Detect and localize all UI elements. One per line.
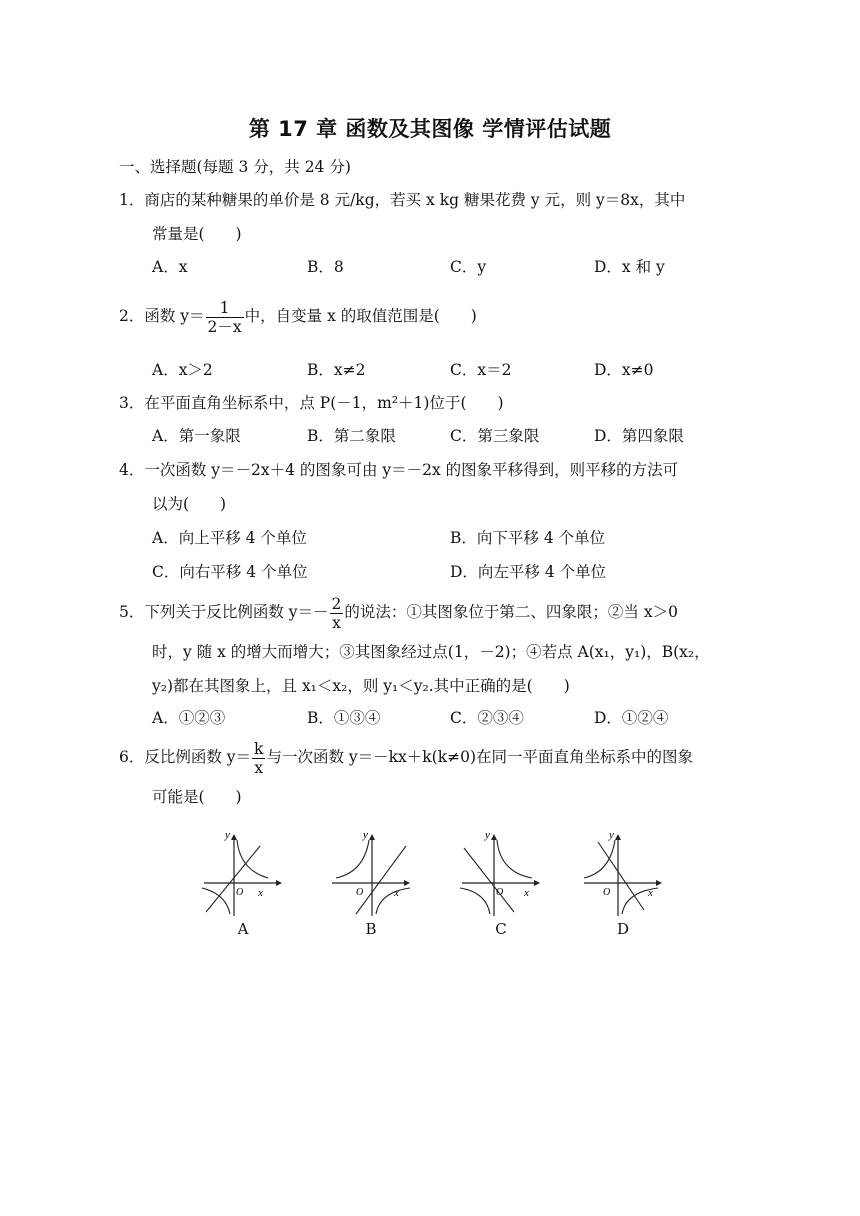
graph-a-x-arrow: [276, 880, 282, 886]
graph-d-x-arrow: [656, 880, 662, 886]
q4-option-c: C．向右平移 4 个单位: [152, 563, 308, 581]
q1-option-a: A．x: [152, 258, 188, 276]
q3-option-b: B．第二象限: [307, 427, 396, 445]
graph-c-hyperbola-q3: [460, 888, 490, 914]
q5-fraction: [330, 595, 344, 632]
graph-c-hyperbola-q1: [497, 840, 532, 878]
graph-d-label: D: [616, 920, 630, 938]
graph-c: [456, 828, 546, 948]
question-5-text-line2: 时，y 随 x 的增大而增大；③其图象经过点(1，－2)；④若点 A(x₁，y₁)，B(x₂，: [152, 643, 710, 661]
q3-option-c: C．第三象限: [450, 427, 540, 445]
question-5-text-line3: y₂)都在其图象上，且 x₁＜x₂，则 y₁＜y₂.其中正确的是( ): [152, 677, 570, 695]
q5-frac-den: x: [332, 613, 341, 632]
graph-b-x-label: x: [394, 887, 399, 899]
question-2-text: [119, 296, 477, 336]
section-heading: 一、选择题(每题 3 分，共 24 分): [119, 158, 351, 176]
q1-option-b: B．8: [307, 258, 344, 276]
graph-a: [198, 828, 288, 948]
q6-frac-den: x: [254, 758, 264, 777]
graph-c-origin: O: [496, 887, 504, 898]
q5-suffix: 的说法：①其图象位于第二、四象限；②当 x＞0: [344, 603, 678, 621]
q4-option-b: B．向下平移 4 个单位: [450, 529, 606, 547]
q2-fraction: [206, 299, 244, 336]
graph-a-label: A: [237, 920, 249, 938]
q4-option-a: A．向上平移 4 个单位: [152, 529, 307, 547]
graph-b-label: B: [365, 920, 377, 938]
q6-graph-options: [198, 828, 668, 948]
question-5-text: [119, 592, 678, 632]
page-title: 第 17 章 函数及其图像 学情评估试题: [248, 117, 612, 141]
graph-c-y-arrow: [491, 834, 497, 840]
graph-b-line: [356, 846, 406, 914]
q5-option-c: C．②③④: [450, 709, 524, 727]
question-4-text: 4．一次函数 y＝－2x＋4 的图象可由 y＝－2x 的图象平移得到，则平移的方法可: [119, 461, 679, 479]
graph-b-origin: O: [356, 887, 364, 898]
question-6-text-cont: 可能是( ): [152, 788, 242, 806]
graph-d-plot: [578, 828, 668, 918]
graph-c-label: C: [495, 920, 507, 938]
question-4-text-cont: 以为( ): [152, 495, 227, 513]
q2-option-d: D．x≠0: [594, 361, 654, 379]
graph-b: [326, 828, 416, 948]
graph-c-x-arrow: [534, 880, 540, 886]
q5-prefix: 5．下列关于反比例函数 y＝－: [119, 603, 329, 621]
graph-d: [578, 828, 668, 948]
graph-a-line: [206, 846, 260, 912]
graph-b-plot: [326, 828, 416, 918]
q1-option-d: D．x 和 y: [594, 258, 665, 276]
graph-c-plot: [456, 828, 546, 918]
graph-b-y-arrow: [369, 834, 375, 840]
graph-b-hyperbola-q4: [376, 888, 410, 914]
graph-a-plot: [198, 828, 288, 918]
q4-option-d: D．向左平移 4 个单位: [450, 563, 607, 581]
graph-b-hyperbola-q2: [336, 840, 369, 878]
graph-d-line: [598, 842, 644, 910]
graph-a-hyperbola-q3: [202, 888, 230, 914]
graph-d-hyperbola-q2: [584, 840, 615, 878]
q2-suffix: 中，自变量 x 的取值范围是( ): [244, 307, 477, 325]
q3-option-d: D．第四象限: [594, 427, 684, 445]
graph-d-x-label: x: [648, 887, 653, 899]
question-3-text: 3．在平面直角坐标系中，点 P(－1，m²＋1)位于( ): [119, 394, 504, 412]
graph-b-y-label: y: [363, 829, 368, 841]
graph-a-y-label: y: [225, 829, 230, 841]
graph-a-y-arrow: [231, 834, 237, 840]
question-1-text: 1．商店的某种糖果的单价是 8 元/kg，若买 x kg 糖果花费 y 元，则 y＝8x，其中: [119, 191, 686, 209]
graph-c-line: [464, 848, 514, 912]
q2-prefix: 2．函数 y＝: [119, 307, 205, 325]
q5-option-d: D．①②④: [594, 709, 669, 727]
q2-frac-num: 1: [206, 299, 244, 318]
graph-a-hyperbola-q1: [237, 840, 268, 878]
q5-option-b: B．①③④: [307, 709, 381, 727]
q5-frac-num: 2: [331, 594, 342, 613]
graph-a-origin: O: [236, 887, 244, 898]
q2-frac-den: 2－x: [207, 317, 242, 336]
question-6-text: [119, 737, 693, 777]
q5-option-a: A．①②③: [152, 709, 226, 727]
graph-c-y-label: y: [485, 829, 490, 841]
q3-option-a: A．第一象限: [152, 427, 241, 445]
graph-b-x-arrow: [404, 880, 410, 886]
q2-option-c: C．x＝2: [450, 361, 512, 379]
q6-suffix: 与一次函数 y＝－kx＋k(k≠0)在同一平面直角坐标系中的图象: [266, 748, 693, 766]
q6-fraction: [252, 740, 265, 777]
graph-d-origin: O: [603, 887, 611, 898]
graph-c-x-label: x: [524, 887, 529, 899]
q6-prefix: 6．反比例函数 y＝: [119, 748, 252, 766]
q1-option-c: C．y: [450, 258, 487, 276]
graph-d-y-arrow: [615, 834, 621, 840]
question-1-text-cont: 常量是( ): [152, 225, 242, 243]
graph-a-x-label: x: [258, 887, 263, 899]
graph-d-y-label: y: [609, 829, 614, 841]
q2-option-b: B．x≠2: [307, 361, 366, 379]
q2-option-a: A．x＞2: [152, 361, 213, 379]
q6-frac-num: k: [254, 739, 264, 758]
